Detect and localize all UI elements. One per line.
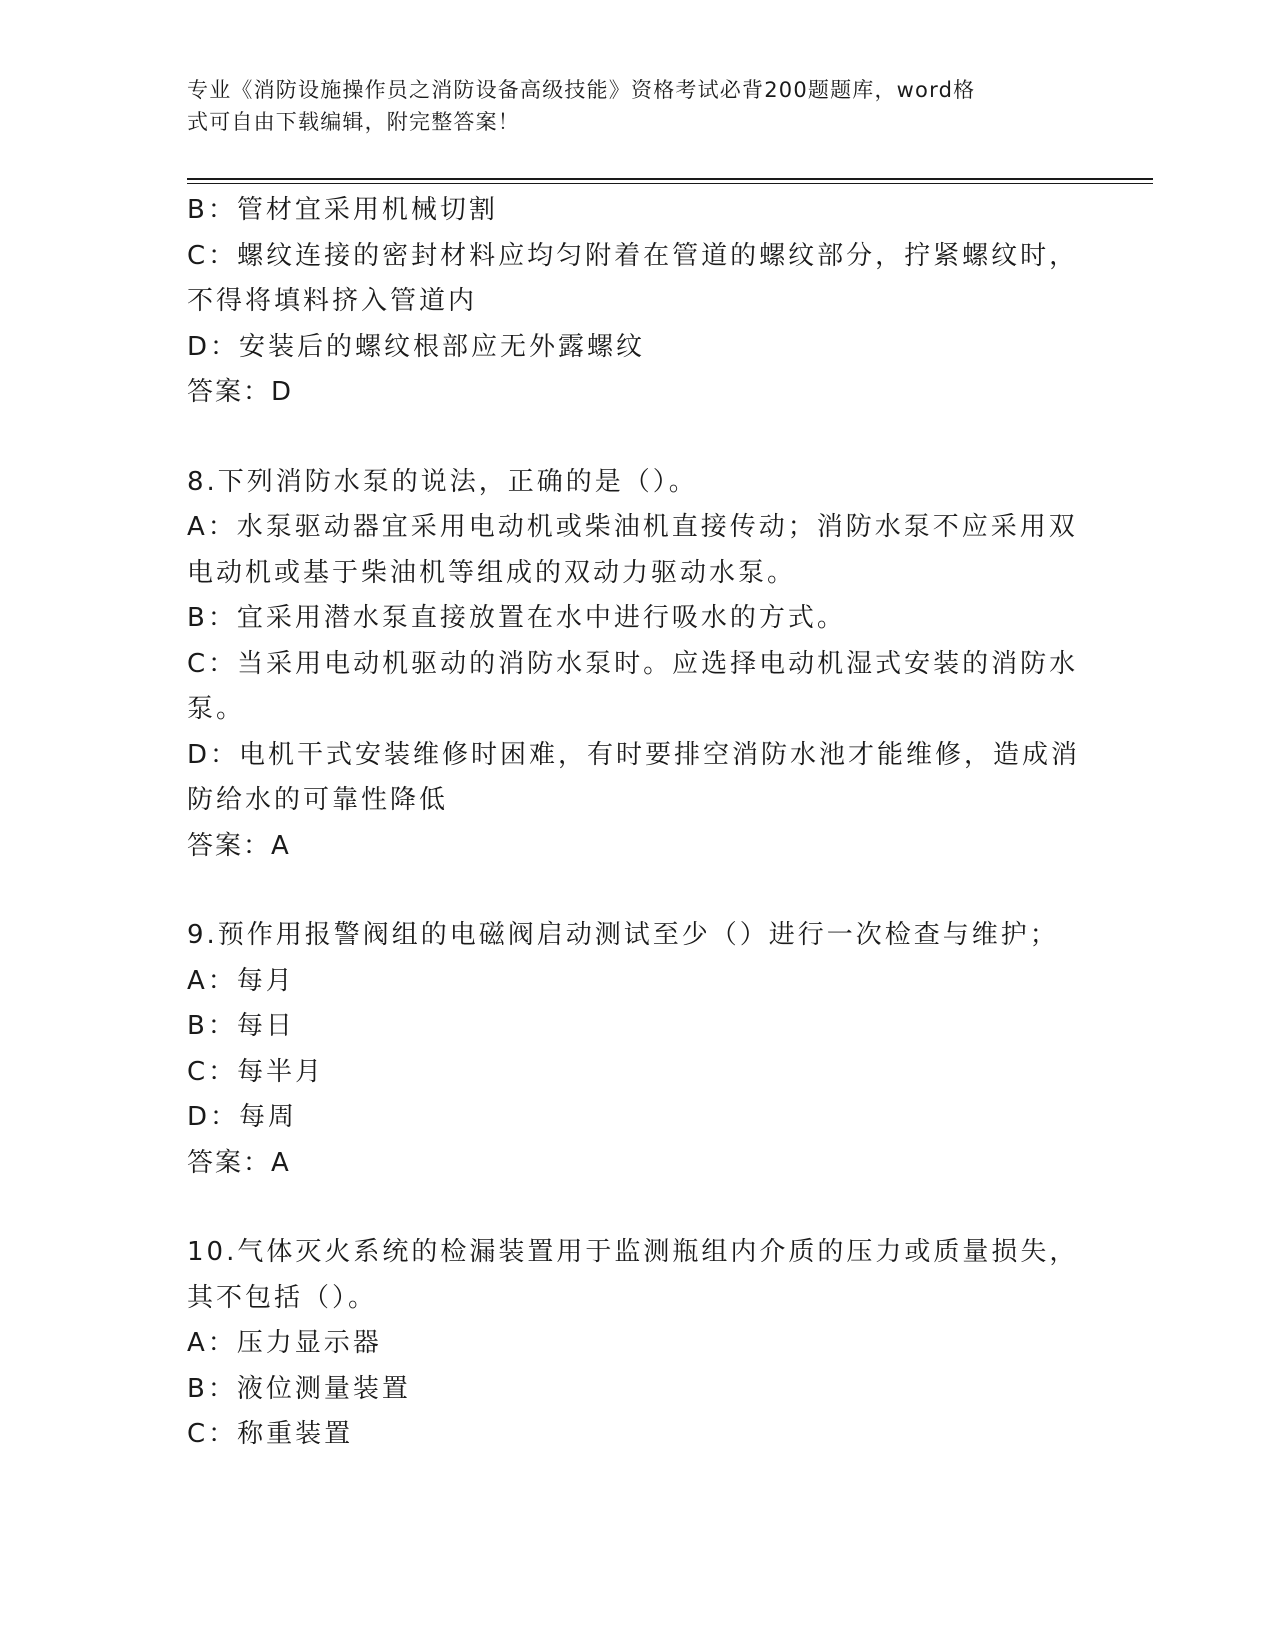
option-c-line-2: 不得将填料挤入管道内 <box>187 286 478 316</box>
option-d-line-2: 防给水的可靠性降低 <box>187 785 449 815</box>
answer: 答案：A <box>187 830 291 861</box>
question-stem-line-1: 10.气体灭火系统的检漏装置用于监测瓶组内介质的压力或质量损失， <box>187 1237 1079 1267</box>
question-gap <box>187 869 1067 913</box>
option-c: C：每半月 <box>187 1056 325 1087</box>
question-9 <box>187 913 1067 1186</box>
option-c: C：称重装置 <box>187 1419 354 1449</box>
header-divider-thin <box>187 183 1153 184</box>
option-a-line-2: 电动机或基于柴油机等组成的双动力驱动水泵。 <box>187 557 797 588</box>
option-a: A：压力显示器 <box>187 1328 382 1358</box>
question-10 <box>187 1230 1079 1458</box>
question-stem: 9.预作用报警阀组的电磁阀启动测试至少（）进行一次检查与维护； <box>187 920 1059 950</box>
question-content <box>187 188 1081 1458</box>
question-stem: 8.下列消防水泵的说法，正确的是（）。 <box>187 466 698 497</box>
option-c-line-1: C：螺纹连接的密封材料应均匀附着在管道的螺纹部分，拧紧螺纹时， <box>187 240 1079 271</box>
question-stem-line-2: 其不包括（）。 <box>187 1282 378 1313</box>
header-divider-thick <box>187 178 1153 180</box>
option-d-line-1: D：电机干式安装维修时困难，有时要排空消防水池才能维修，造成消 <box>187 739 1081 770</box>
header-line-2: 式可自由下载编辑，附完整答案！ <box>187 110 520 134</box>
option-b: B：液位测量装置 <box>187 1373 411 1404</box>
option-a: A：每月 <box>187 965 295 996</box>
option-d: D：每周 <box>187 1102 298 1132</box>
answer: 答案：D <box>187 377 294 407</box>
answer: 答案：A <box>187 1147 291 1178</box>
option-b: B：宜采用潜水泵直接放置在水中进行吸水的方式。 <box>187 603 846 633</box>
question-8 <box>187 460 1081 870</box>
question-7-tail <box>187 188 1079 416</box>
option-c-line-2: 泵。 <box>187 694 246 724</box>
option-a-line-1: A：水泵驱动器宜采用电动机或柴油机直接传动；消防水泵不应采用双 <box>187 512 1078 542</box>
question-gap <box>187 416 1067 460</box>
option-b: B：每日 <box>187 1011 295 1041</box>
option-b: B：管材宜采用机械切割 <box>187 195 498 225</box>
option-d: D：安装后的螺纹根部应无外露螺纹 <box>187 331 646 362</box>
document-header <box>187 74 1067 138</box>
question-gap <box>187 1186 1067 1230</box>
header-line-1: 专业《消防设施操作员之消防设备高级技能》资格考试必背200题题库，word格 <box>187 78 976 102</box>
option-c-line-1: C：当采用电动机驱动的消防水泵时。应选择电动机湿式安装的消防水 <box>187 648 1079 679</box>
